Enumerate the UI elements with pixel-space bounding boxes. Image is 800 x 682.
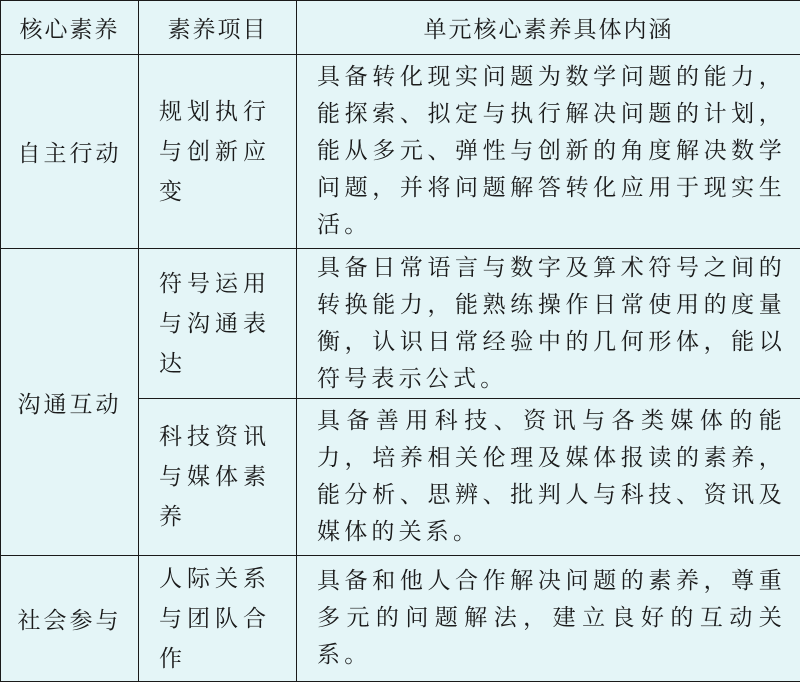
table-row: [1, 249, 800, 399]
core-cell: 沟通互动: [1, 249, 139, 556]
core-cell: 自主行动: [1, 55, 139, 249]
table-row: [1, 55, 800, 249]
header-competency-item: 素养项目: [139, 1, 297, 55]
header-row: [1, 1, 800, 55]
item-cell: 人际关系与团队合作: [139, 556, 297, 682]
content-cell: 具备日常语言与数字及算术符号之间的转换能力，能熟练操作日常使用的度量衡，认识日常经验中的几何形体，能以符号表示公式。: [297, 249, 800, 399]
item-cell: 科技资讯与媒体素养: [139, 399, 297, 556]
header-content: 单元核心素养具体内涵: [297, 1, 800, 55]
content-cell: 具备转化现实问题为数学问题的能力，能探索、拟定与执行解决问题的计划，能从多元、弹性与创新的角度解决数学问题，并将问题解答转化应用于现实生活。: [297, 55, 800, 249]
header-core-competency: 核心素养: [1, 1, 139, 55]
table-row: [1, 556, 800, 682]
item-cell: 规划执行与创新应变: [139, 55, 297, 249]
content-cell: 具备和他人合作解决问题的素养，尊重多元的问题解法，建立良好的互动关系。: [297, 556, 800, 682]
core-cell: 社会参与: [1, 556, 139, 682]
content-cell: 具备善用科技、资讯与各类媒体的能力，培养相关伦理及媒体报读的素养，能分析、思辨、批判人与科技、资讯及媒体的关系。: [297, 399, 800, 556]
item-cell: 符号运用与沟通表达: [139, 249, 297, 399]
